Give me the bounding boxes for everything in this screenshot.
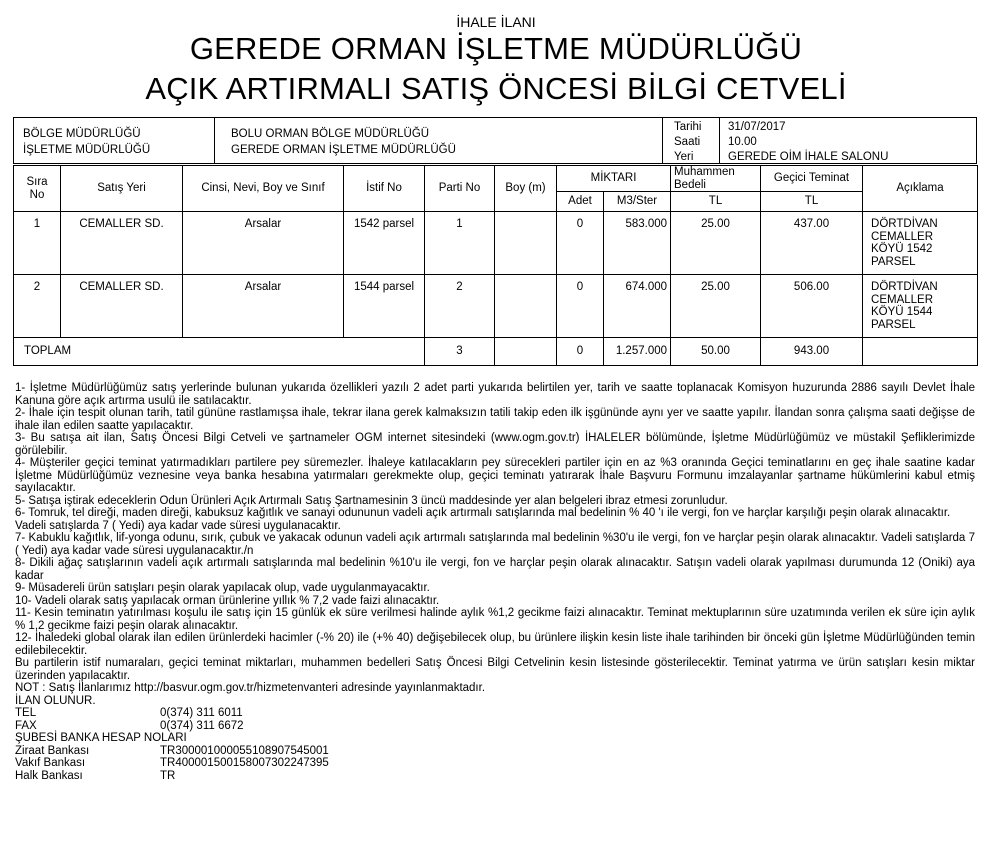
note-4: 4- Müşteriler geçici teminat yatırmadıkları partilere pey süremezler. İhaleye katılacakların pey sürecekleri partiler için en az %3 oranında Geçici teminatlarını en geç ihale saatine kadar İşletme Müdürlüğümüz veznesine veya banka hesabına yatırmaları gerekmekte olup, geçici teminatı yatırarak İhale Başvuru Formunu imzalayanlar şartname hükümlerini kabul etmiş sayılacaktır.	[15, 457, 975, 494]
cell-aciklama: DÖRTDİVAN CEMALLER KÖYÜ 1542 PARSEL	[863, 212, 978, 275]
table-total-row	[14, 338, 978, 366]
total-muhammen: 50.00	[671, 338, 761, 366]
header-satis-yeri: Satış Yeri	[61, 166, 183, 212]
contact-tel	[15, 707, 975, 720]
cell-istif: 1544 parsel	[344, 275, 425, 338]
bank-ziraat	[15, 745, 975, 758]
note-12: 12- İhaledeki global olarak ilan edilen ürünlerdeki hacimler (-% 20) ile (+% 40) değişebilecek olup, bu ürünlere ilişkin kesin liste ihale tarihinden bir önceki gün İşletme Müdürlüğünden temin edilebilecektir.	[15, 632, 975, 657]
note-8: 8- Dikili ağaç satışlarının vadeli açık artırmalı satışlarında mal bedelinin %10'u ile vergi, fon ve harçlar peşin olarak alınacaktır. Satışın vadeli olarak yapılması durumunda 12 (Oniki) aya kadar	[15, 557, 975, 582]
document-title-line1: GEREDE ORMAN İŞLETME MÜDÜRLÜĞÜ	[189, 31, 803, 66]
header-gecici-unit: TL	[761, 192, 863, 212]
cell-m3: 583.000	[604, 212, 671, 275]
total-label: TOPLAM	[14, 338, 425, 366]
note-6: 6- Tomruk, tel direği, maden direği, kabuksuz kağıtlık ve sanayi odununun vadeli açık artırmalı satışlarında mal bedelinin % 40 'ı ile vergi, fon ve harçlar karşılığı peşin olarak alınacaktır.	[15, 507, 951, 519]
bank-iban: TR	[160, 769, 176, 782]
label-tarih: Tarihi	[674, 121, 702, 133]
cell-cinsi: Arsalar	[183, 275, 344, 338]
document-title-line2: AÇIK ARTIRMALI SATIŞ ÖNCESİ BİLGİ CETVELİ	[145, 71, 847, 106]
bank-name: Vakıf Bankası	[15, 757, 86, 769]
cell-cinsi: Arsalar	[183, 212, 344, 275]
cell-m3: 674.000	[604, 275, 671, 338]
cell-adet: 0	[557, 212, 604, 275]
contact-label: FAX	[15, 719, 37, 732]
table-row	[14, 275, 978, 338]
note-9: 9- Müsadereli ürün satışları peşin olarak yapılacak olup, vade uygulanmayacaktır.	[15, 582, 430, 594]
header-miktari: MİKTARI	[557, 166, 671, 192]
header-muhammen: Muhammen Bedeli	[671, 166, 761, 192]
note-10: 10- Vadeli olarak satış yapılacak orman ürünlerine yıllık % 7,2 vade faizi alınacaktır.	[15, 594, 440, 607]
cell-parti: 2	[425, 275, 495, 338]
header-boy: Boy (m)	[495, 166, 557, 212]
value-bolge: BOLU ORMAN BÖLGE MÜDÜRLÜĞÜ	[231, 128, 430, 140]
header-aciklama: Açıklama	[863, 166, 978, 212]
note-extra: Bu partilerin istif numaraları, geçici teminat miktarları, muhammen bedelleri Satış Öncesi Bilgi Cetvelinin kesin listesinde gösterilecektir. Teminat yatırma ve ürün satışları kesin miktar üzerinden yapılacaktır.	[15, 657, 975, 682]
note-url: NOT : Satış İlanlarımız http://basvur.ogm.gov.tr/hizmetenvanteri adresinde yayınlanmaktadır.	[15, 682, 486, 694]
bank-iban: TR300001000055108907545001	[160, 744, 329, 757]
cell-adet: 0	[557, 275, 604, 338]
value-tarih: 31/07/2017	[728, 121, 786, 133]
bank-name: Ziraat Bankası	[15, 744, 90, 757]
bank-vakif	[15, 757, 975, 770]
value-isletme: GEREDE ORMAN İŞLETME MÜDÜRLÜĞÜ	[231, 144, 456, 156]
cell-sira: 2	[14, 275, 61, 338]
cell-istif: 1542 parsel	[344, 212, 425, 275]
cell-boy	[495, 212, 557, 275]
note-2: 2- İhale için tespit olunan tarih, tatil gününe rastlamışsa ihale, tekrar ilana gerek kalmaksızın tatili takip eden ilk işgününde aynı yer ve saatte yapılır. İlandan sonra çalışma saati değişse de ihale ilan edilen saatte yapılacaktır.	[15, 407, 975, 432]
total-boy	[495, 338, 557, 366]
header-adet: Adet	[557, 192, 604, 212]
bank-iban: TR400001500158007302247395	[160, 757, 329, 769]
cell-satis-yeri: CEMALLER SD.	[61, 275, 183, 338]
label-yer: Yeri	[674, 151, 694, 163]
contact-fax	[15, 720, 975, 733]
note-3: 3- Bu satışa ait ilan, Satış Öncesi Bilgi Cetveli ve şartnameler OGM internet sitesindeki (www.ogm.gov.tr) İHALELER bölümünde, İşletme Müdürlüğümüz ve müstakil Şefliklerimizde görülebilir.	[15, 432, 975, 457]
cell-muhammen: 25.00	[671, 212, 761, 275]
cell-aciklama: DÖRTDİVAN CEMALLER KÖYÜ 1544 PARSEL	[863, 275, 978, 338]
value-saat: 10.00	[728, 136, 757, 148]
header-istif: İstif No	[344, 166, 425, 212]
tender-info-box	[13, 117, 977, 164]
label-isletme: İŞLETME MÜDÜRLÜĞÜ	[23, 144, 151, 156]
total-adet: 0	[557, 338, 604, 366]
header-gecici: Geçici Teminat	[761, 166, 863, 192]
cell-gecici: 437.00	[761, 212, 863, 275]
cell-satis-yeri: CEMALLER SD.	[61, 212, 183, 275]
cell-parti: 1	[425, 212, 495, 275]
header-sira: Sıra No	[14, 166, 61, 212]
header-parti: Parti No	[425, 166, 495, 212]
contact-value: 0(374) 311 6672	[160, 719, 244, 732]
total-m3: 1.257.000	[604, 338, 671, 366]
total-aciklama	[863, 338, 978, 366]
note-11: 11- Kesin teminatın yatırılması koşulu ile satış için 15 günlük ek süre verilmesi halinde aylık %1,2 gecikme faizi alınacaktır. Teminat mektuplarının süre uzatımında verilen ek süre için aylık % 1,2 gecikme faizi peşin olarak alınacaktır.	[15, 607, 975, 632]
cell-boy	[495, 275, 557, 338]
label-bolge: BÖLGE MÜDÜRLÜĞÜ	[23, 128, 141, 140]
document-kicker: İHALE İLANI	[456, 14, 536, 30]
cell-sira: 1	[14, 212, 61, 275]
bank-name: Halk Bankası	[15, 769, 83, 782]
note-1: 1- İşletme Müdürlüğümüz satış yerlerinde bulunan yukarıda özellikleri yazılı 2 adet parti yukarıda belirtilen yer, tarih ve saatte toplanacak Komisyon huzurunda 2886 sayılı Devlet İhale Kanuna göre açık artırma usulü ile satılacaktır.	[15, 382, 975, 407]
note-5: 5- Satışa iştirak edeceklerin Odun Ürünleri Açık Artırmalı Satış Şartnamesinin 3 üncü maddesinde yer alan belgeleri ibraz etmesi zorunludur.	[15, 494, 728, 507]
table-header-row	[14, 166, 978, 192]
lot-table	[13, 165, 978, 366]
total-gecici: 943.00	[761, 338, 863, 366]
contact-value: 0(374) 311 6011	[160, 707, 243, 719]
total-parti: 3	[425, 338, 495, 366]
label-saat: Saati	[674, 136, 701, 148]
bank-title: ŞUBESİ BANKA HESAP NOLARI	[15, 732, 187, 744]
contact-label: TEL	[15, 707, 37, 719]
cell-gecici: 506.00	[761, 275, 863, 338]
cell-muhammen: 25.00	[671, 275, 761, 338]
note-6b: Vadeli satışlarda 7 ( Yedi) aya kadar vade süresi uygulanacaktır.	[15, 519, 341, 532]
note-ilan-olunur: İLAN OLUNUR.	[15, 694, 96, 707]
header-m3: M3/Ster	[604, 192, 671, 212]
terms-section	[15, 382, 975, 782]
table-row	[14, 212, 978, 275]
header-cinsi: Cinsi, Nevi, Boy ve Sınıf	[183, 166, 344, 212]
value-yer: GEREDE OİM İHALE SALONU	[728, 151, 889, 163]
note-7: 7- Kabuklu kağıtlık, lif-yonga odunu, sırık, çubuk ve yakacak odunun vadeli açık artırmalı satışlarında mal bedelinin %30'u ile vergi, fon ve harçlar peşin olarak alınacaktır. Vadeli satışlarda 7 ( Yedi) aya kadar vade süresi uygulanacaktır./n	[15, 532, 975, 557]
bank-halk	[15, 770, 975, 783]
header-muhammen-unit: TL	[671, 192, 761, 212]
